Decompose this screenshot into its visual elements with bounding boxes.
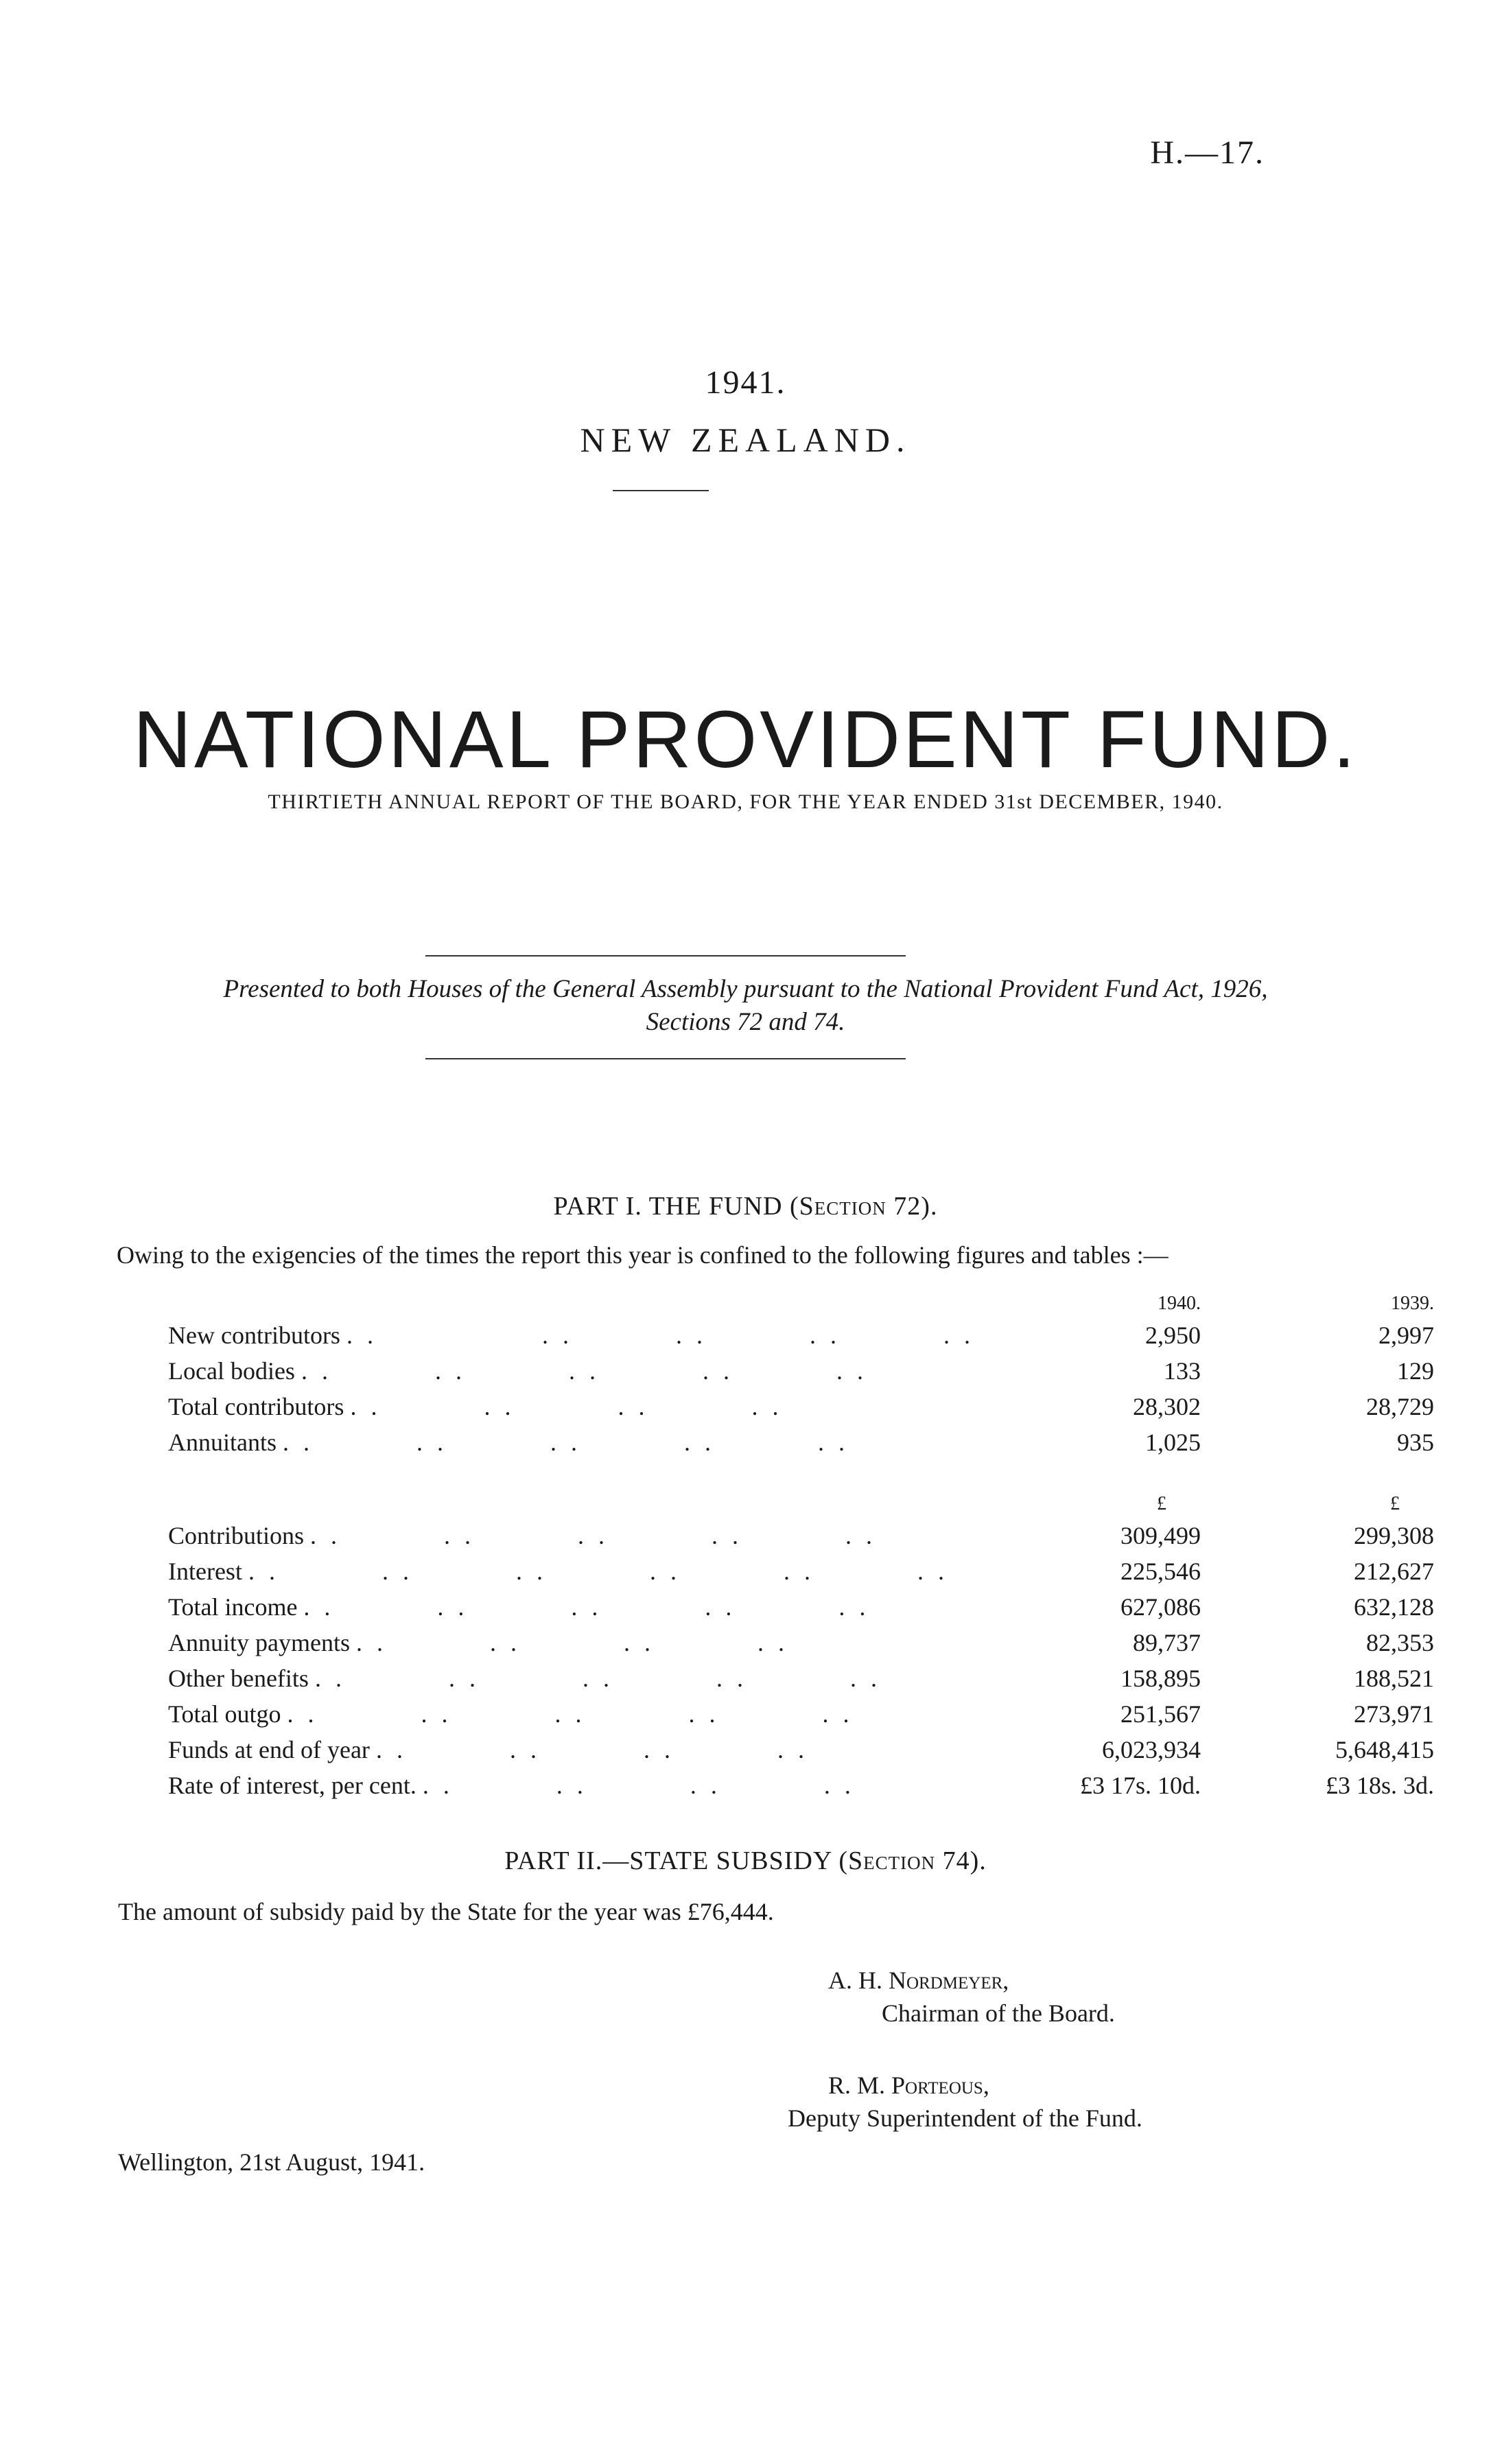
row-label: Other benefits [168,1665,309,1692]
part-1-heading-section: Section [799,1192,887,1221]
part-1-intro: Owing to the exigencies of the times the report this year is confined to the following figures and tables :— [117,1241,1169,1269]
document-title: NATIONAL PROVIDENT FUND. [132,694,1359,785]
currency-symbol: £ [1156,1493,1166,1514]
row-label: Total income [168,1593,298,1621]
table-row [168,1317,1434,1353]
part-2-heading-prefix: PART II.—STATE SUBSIDY ( [504,1846,848,1875]
leader-dots: . . . . . . . . . . [314,1665,881,1692]
signatory-name: R. M. Porteous, [828,2072,989,2099]
value-1939: 273,971 [1353,1700,1434,1728]
country-name: NEW ZEALAND. [580,421,911,459]
divider [425,1058,906,1059]
row-label-cell [168,1625,974,1661]
presentation-line-1: Presented to both Houses of the General Assembly pursuant to the National Provident Fund Act, 1926, [223,975,1268,1003]
gap-cell [168,1460,974,1490]
table-row [168,1625,1434,1661]
value-1939: 188,521 [1353,1665,1434,1692]
divider [425,955,906,957]
row-label-cell [168,1317,974,1353]
value-1939: 82,353 [1365,1629,1434,1656]
value-1940: 133 [1163,1357,1201,1385]
row-label-cell [168,1589,974,1625]
leader-dots: . . . . . . . . [422,1772,855,1799]
figures-table [168,1290,1434,1803]
currency-row [168,1490,1434,1518]
value-1940: 28,302 [1132,1393,1201,1420]
table-row [168,1732,1434,1768]
currency-symbol: £ [1389,1493,1400,1514]
place-and-date: Wellington, 21st August, 1941. [118,2148,425,2176]
row-label-cell [168,1518,974,1553]
leader-dots: . . . . . . . . [375,1736,808,1763]
column-header-row [168,1290,1434,1317]
part-1-heading-prefix: PART I. THE FUND ( [553,1192,799,1221]
divider [613,490,709,491]
part-2-heading-section: Section [848,1846,936,1875]
row-label: Contributions [168,1522,305,1549]
row-label-cell [168,1732,974,1768]
value-1939: 212,627 [1353,1558,1434,1585]
signatory-name: A. H. Nordmeyer, [828,1967,1009,1994]
value-1939: 5,648,415 [1335,1736,1434,1763]
part-1-heading [0,1191,1491,1221]
table-row [168,1389,1434,1424]
report-year: 1941. [705,364,786,401]
table-row [168,1589,1434,1625]
value-1940: 158,895 [1120,1665,1201,1692]
part-1-heading-suffix: 72). [886,1192,938,1221]
table-row [168,1553,1434,1589]
row-label: Rate of interest, per cent. [168,1772,416,1799]
value-1940: 2,950 [1144,1322,1201,1349]
row-label: Annuity payments [168,1629,350,1656]
leader-dots: . . . . . . . . . . [346,1322,974,1349]
row-label: Local bodies [168,1357,295,1385]
value-1940: 1,025 [1144,1429,1201,1456]
table-row [168,1696,1434,1732]
currency-spacer [168,1490,974,1518]
table-gap [168,1460,1434,1490]
leader-dots: . . . . . . . . . . . . [248,1558,948,1585]
value-1939: 935 [1396,1429,1434,1456]
row-label-cell [168,1661,974,1696]
signatory-title: Chairman of the Board. [882,1999,1115,2027]
part-2-heading [0,1846,1491,1876]
row-label: Interest [168,1558,242,1585]
leader-dots: . . . . . . . . [350,1393,783,1420]
table-row [168,1661,1434,1696]
row-label: Total contributors [168,1393,344,1420]
table-row [168,1353,1434,1389]
value-1939: 2,997 [1378,1322,1434,1349]
value-1940: £3 17s. 10d. [1079,1772,1201,1799]
table-row [168,1768,1434,1803]
row-label: New contributors [168,1322,340,1349]
row-label: Funds at end of year [168,1736,370,1763]
row-label: Total outgo [168,1700,281,1728]
presentation-note [55,973,1436,1039]
figures-table-body [168,1290,1434,1803]
subsidy-statement: The amount of subsidy paid by the State for the year was £76,444. [118,1898,774,1925]
presentation-line-2: Sections 72 and 74. [646,1008,845,1036]
row-label-cell [168,1768,974,1803]
value-1940: 627,086 [1120,1593,1201,1621]
row-label-cell [168,1353,974,1389]
value-1939: 299,308 [1353,1522,1434,1549]
document-subtitle: THIRTIETH ANNUAL REPORT OF THE BOARD, FOR THE YEAR ENDED 31st DECEMBER, 1940. [268,790,1223,813]
value-1939: 632,128 [1353,1593,1434,1621]
leader-dots: . . . . . . . . [355,1629,788,1656]
row-label: Annuitants [168,1429,277,1456]
leader-dots: . . . . . . . . . . [310,1522,877,1549]
row-label-cell [168,1696,974,1732]
table-row [168,1424,1434,1460]
value-1940: 89,737 [1132,1629,1201,1656]
gap-cell [1201,1460,1434,1490]
value-1940: 251,567 [1120,1700,1201,1728]
value-1940: 225,546 [1120,1558,1201,1585]
value-1940: 6,023,934 [1101,1736,1201,1763]
part-2-heading-suffix: 74). [935,1846,987,1875]
row-label-cell [168,1389,974,1424]
row-label-cell [168,1424,974,1460]
row-label-cell [168,1553,974,1589]
leader-dots: . . . . . . . . . . [303,1593,870,1621]
value-1939: 129 [1396,1357,1434,1385]
value-1940: 309,499 [1120,1522,1201,1549]
leader-dots: . . . . . . . . . . [287,1700,854,1728]
signatory-title: Deputy Superintendent of the Fund. [788,2104,1142,2132]
value-1939: 28,729 [1365,1393,1434,1420]
gap-cell [974,1460,1201,1490]
table-row [168,1518,1434,1553]
document-reference: H.—17. [1150,134,1265,171]
leader-dots: . . . . . . . . . . [301,1357,867,1385]
header-spacer [168,1290,974,1317]
column-header: 1940. [1157,1293,1201,1314]
column-header: 1939. [1390,1293,1434,1314]
leader-dots: . . . . . . . . . . [283,1429,849,1456]
value-1939: £3 18s. 3d. [1325,1772,1434,1799]
